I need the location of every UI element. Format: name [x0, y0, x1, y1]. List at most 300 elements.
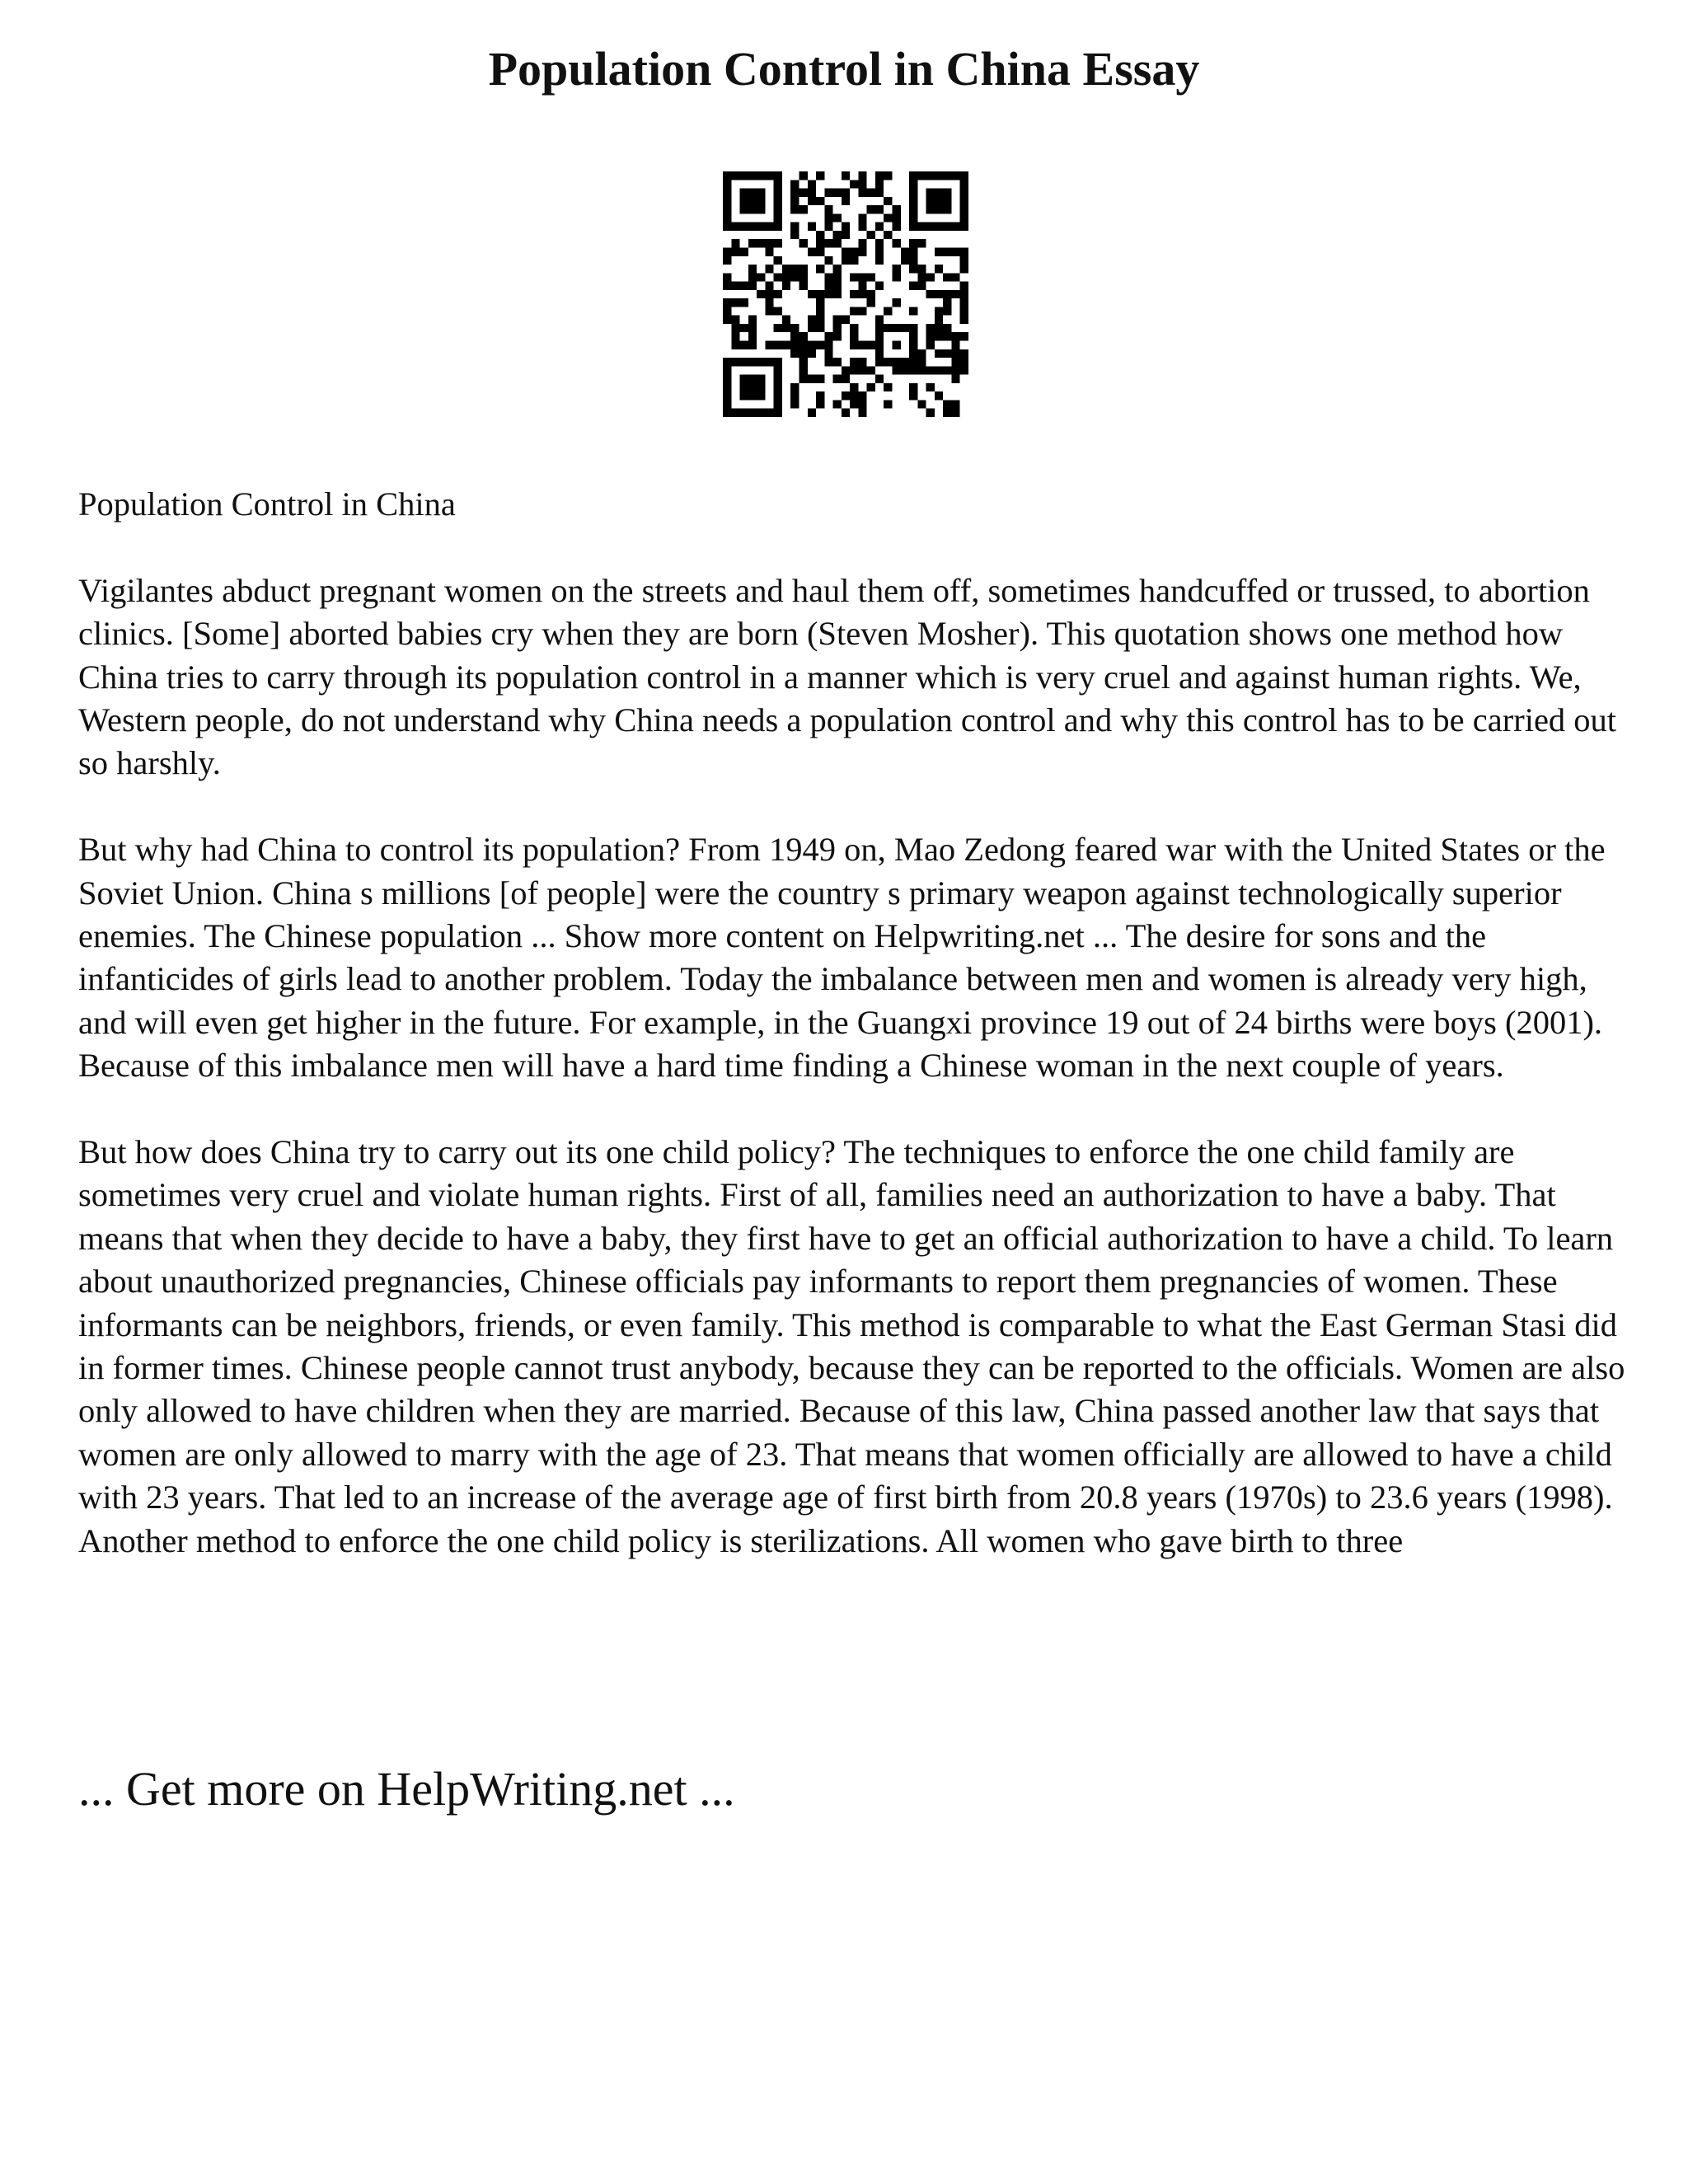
- qr-module: [935, 366, 943, 374]
- qr-module: [909, 349, 917, 358]
- qr-module: [917, 358, 926, 366]
- qr-module: [943, 400, 951, 408]
- qr-module: [943, 366, 951, 374]
- qr-module: [833, 213, 842, 222]
- qr-module: [909, 324, 917, 332]
- qr-module: [824, 358, 832, 366]
- qr-module: [909, 341, 917, 349]
- qr-module: [723, 298, 731, 307]
- qr-module: [757, 171, 765, 180]
- qr-module: [875, 375, 884, 383]
- qr-module: [935, 223, 943, 231]
- qr-module: [858, 282, 866, 290]
- qr-module: [808, 223, 816, 231]
- qr-module: [926, 290, 935, 298]
- qr-module: [824, 290, 832, 298]
- qr-module: [816, 197, 824, 205]
- qr-module: [935, 316, 943, 324]
- qr-module: [909, 197, 917, 205]
- qr-module: [858, 307, 866, 315]
- qr-module: [867, 366, 875, 374]
- qr-module: [824, 213, 832, 222]
- qr-module: [960, 316, 968, 324]
- qr-module: [842, 409, 850, 417]
- qr-module: [833, 400, 842, 408]
- qr-module: [816, 265, 824, 273]
- qr-module: [917, 273, 926, 281]
- qr-module: [951, 375, 959, 383]
- qr-module: [740, 375, 748, 383]
- qr-module: [748, 324, 757, 332]
- qr-module: [774, 375, 782, 383]
- qr-module: [816, 375, 824, 383]
- qr-module: [740, 247, 748, 255]
- qr-module: [842, 375, 850, 383]
- qr-module: [909, 171, 917, 180]
- qr-module: [774, 180, 782, 188]
- qr-module: [799, 349, 807, 358]
- qr-module: [816, 239, 824, 247]
- qr-module: [774, 409, 782, 417]
- qr-module: [790, 189, 799, 197]
- qr-module: [935, 205, 943, 213]
- qr-module: [816, 391, 824, 400]
- qr-module: [765, 307, 773, 315]
- qr-module: [917, 366, 926, 374]
- qr-module: [790, 265, 799, 273]
- qr-module: [842, 223, 850, 231]
- qr-module: [723, 282, 731, 290]
- qr-module: [765, 247, 773, 255]
- qr-module: [808, 409, 816, 417]
- qr-module: [960, 213, 968, 222]
- essay-paragraph-3: But how does China try to carry out its one child policy? The techniques to enforce the one child family are sometimes very cruel and violate human rights. First of all, families need an authorization to have a baby. That means that when they decide to have a baby, they first have to get an official authorization to have a child. To learn about unauthorized pregnancies, Chinese officials pay informants to report them pregnancies of women. These informants can be neighbors, friends, or even family. This method is comparable to what the East German Stasi did in former times. Chinese people cannot trust anybody, because they can be reported to the officials. Women are also only allowed to have children when they are married. Because of this law, China passed another law that says that women are only allowed to marry with the age of 23. That means that women officially are allowed to have a child with 23 years. That led to an increase of the average age of first birth from 20.8 years (1970s) to 23.6 years (1998). Another method to enforce the one child policy is sterilizations. All women who gave birth to three: [78, 1133, 1625, 1559]
- qr-module: [960, 332, 968, 340]
- qr-module: [858, 189, 866, 197]
- qr-module: [951, 366, 959, 374]
- qr-module: [875, 358, 884, 366]
- qr-module: [799, 332, 807, 340]
- qr-module: [833, 282, 842, 290]
- qr-module: [757, 290, 765, 298]
- qr-module: [960, 265, 968, 273]
- qr-module: [723, 256, 731, 265]
- qr-module: [808, 341, 816, 349]
- qr-module: [790, 383, 799, 391]
- qr-module: [723, 213, 731, 222]
- qr-module: [833, 375, 842, 383]
- qr-module: [765, 239, 773, 247]
- qr-module: [926, 366, 935, 374]
- qr-module: [824, 205, 832, 213]
- qr-module: [943, 273, 951, 281]
- qr-module: [909, 265, 917, 273]
- qr-module: [901, 358, 909, 366]
- qr-module: [790, 391, 799, 400]
- qr-module: [774, 189, 782, 197]
- qr-module: [850, 247, 858, 255]
- qr-module: [951, 349, 959, 358]
- qr-module: [951, 273, 959, 281]
- qr-module: [723, 400, 731, 408]
- qr-module: [757, 273, 765, 281]
- qr-module: [740, 298, 748, 307]
- qr-module: [790, 223, 799, 231]
- qr-module: [858, 213, 866, 222]
- qr-module: [909, 213, 917, 222]
- qr-module: [893, 366, 901, 374]
- qr-module: [740, 341, 748, 349]
- qr-module: [833, 231, 842, 239]
- essay-subheading: Population Control in China: [78, 485, 456, 523]
- qr-module: [748, 265, 757, 273]
- qr-module: [740, 391, 748, 400]
- qr-module: [723, 273, 731, 281]
- qr-module: [867, 189, 875, 197]
- qr-module: [909, 366, 917, 374]
- qr-module: [833, 189, 842, 197]
- qr-module: [790, 205, 799, 213]
- qr-module: [799, 282, 807, 290]
- qr-module: [884, 197, 892, 205]
- qr-module: [774, 307, 782, 315]
- qr-module: [893, 265, 901, 273]
- qr-module: [824, 349, 832, 358]
- qr-module: [723, 409, 731, 417]
- qr-module: [774, 205, 782, 213]
- qr-module: [774, 273, 782, 281]
- qr-module: [808, 290, 816, 298]
- qr-module: [850, 273, 858, 281]
- qr-module: [782, 324, 790, 332]
- qr-module: [926, 409, 935, 417]
- qr-module: [790, 231, 799, 239]
- qr-module: [909, 247, 917, 255]
- qr-module: [858, 180, 866, 188]
- qr-module: [731, 341, 739, 349]
- qr-module: [943, 307, 951, 315]
- qr-module: [782, 341, 790, 349]
- qr-module: [799, 366, 807, 374]
- qr-module: [808, 324, 816, 332]
- qr-module: [926, 383, 935, 391]
- qr-module: [858, 366, 866, 374]
- qr-module: [824, 273, 832, 281]
- qr-module: [808, 375, 816, 383]
- qr-module: [748, 171, 757, 180]
- page-title: Population Control in China Essay: [488, 42, 1200, 96]
- qr-module: [740, 197, 748, 205]
- qr-module: [824, 341, 832, 349]
- qr-module: [723, 223, 731, 231]
- qr-module: [816, 171, 824, 180]
- qr-module: [774, 239, 782, 247]
- qr-module: [808, 197, 816, 205]
- qr-module: [893, 358, 901, 366]
- qr-module: [858, 400, 866, 408]
- qr-module: [884, 358, 892, 366]
- qr-module: [842, 231, 850, 239]
- qr-module: [935, 391, 943, 400]
- qr-module: [842, 316, 850, 324]
- qr-module: [917, 282, 926, 290]
- qr-module: [740, 383, 748, 391]
- qr-module: [893, 273, 901, 281]
- qr-module: [893, 298, 901, 307]
- qr-module: [943, 298, 951, 307]
- essay-paragraph-2: But why had China to control its population? From 1949 on, Mao Zedong feared war with the United States or the Soviet Union. China s millions [of people] were the country s primary weapon against technologically superior enemies. The Chinese population ... Show more content on Helpwriting.net ... The desire for sons and the infanticides of girls lead to another problem. Today the imbalance between men and women is already very high, and will even get higher in the future. For example, in the Guangxi province 19 out of 24 births were boys (2001). Because of this imbalance men will have a hard time finding a Chinese woman in the next couple of years.: [78, 831, 1606, 1085]
- qr-module: [816, 290, 824, 298]
- qr-module: [723, 391, 731, 400]
- qr-module: [960, 290, 968, 298]
- qr-module: [808, 247, 816, 255]
- qr-module: [799, 265, 807, 273]
- qr-module: [850, 358, 858, 366]
- qr-module: [951, 247, 959, 255]
- qr-module: [748, 197, 757, 205]
- qr-module: [960, 171, 968, 180]
- qr-module: [875, 205, 884, 213]
- qr-module: [935, 307, 943, 315]
- qr-module: [960, 205, 968, 213]
- qr-module: [723, 375, 731, 383]
- qr-module: [757, 189, 765, 197]
- qr-module: [850, 332, 858, 340]
- qr-module: [799, 375, 807, 383]
- qr-module: [875, 180, 884, 188]
- qr-module: [842, 256, 850, 265]
- qr-module: [748, 189, 757, 197]
- qr-module: [774, 290, 782, 298]
- qr-module: [884, 213, 892, 222]
- qr-module: [909, 282, 917, 290]
- get-more-link[interactable]: ... Get more on HelpWriting.net ...: [78, 1762, 735, 1816]
- qr-module: [926, 324, 935, 332]
- qr-module: [909, 391, 917, 400]
- qr-module: [757, 409, 765, 417]
- qr-module: [731, 409, 739, 417]
- qr-module: [951, 358, 959, 366]
- qr-module: [723, 358, 731, 366]
- qr-module: [740, 223, 748, 231]
- qr-module: [858, 223, 866, 231]
- qr-module: [757, 239, 765, 247]
- qr-module: [740, 189, 748, 197]
- qr-module: [731, 332, 739, 340]
- qr-module: [757, 197, 765, 205]
- qr-module: [774, 366, 782, 374]
- qr-module: [893, 341, 901, 349]
- qr-module: [909, 239, 917, 247]
- qr-module: [833, 358, 842, 366]
- qr-module: [858, 171, 866, 180]
- qr-module: [875, 223, 884, 231]
- qr-module: [799, 341, 807, 349]
- qr-module: [731, 171, 739, 180]
- qr-module: [960, 197, 968, 205]
- qr-module: [757, 375, 765, 383]
- qr-module: [909, 205, 917, 213]
- qr-module: [816, 247, 824, 255]
- qr-module: [858, 290, 866, 298]
- qr-module: [875, 171, 884, 180]
- qr-module: [909, 256, 917, 265]
- qr-module: [943, 324, 951, 332]
- qr-module: [917, 223, 926, 231]
- essay-paragraph-1: Vigilantes abduct pregnant women on the streets and haul them off, sometimes handcuffed or trussed, to abortion clinics. [Some] aborted babies cry when they are born (Steven Mosher). This quotation shows one method how China tries to carry through its population control in a manner which is very cruel and against human rights. We, Western people, do not understand why China needs a population control and why this control has to be carried out so harshly.: [78, 571, 1617, 782]
- qr-module: [808, 349, 816, 358]
- qr-module: [748, 282, 757, 290]
- qr-module: [774, 213, 782, 222]
- qr-module: [909, 223, 917, 231]
- qr-module: [901, 256, 909, 265]
- qr-module: [850, 383, 858, 391]
- qr-module: [723, 247, 731, 255]
- qr-module: [748, 375, 757, 383]
- qr-module: [765, 298, 773, 307]
- qr-module: [757, 358, 765, 366]
- qr-module: [740, 282, 748, 290]
- qr-module: [740, 409, 748, 417]
- qr-module: [765, 290, 773, 298]
- qr-module: [926, 171, 935, 180]
- qr-module: [867, 341, 875, 349]
- qr-module: [757, 391, 765, 400]
- qr-module: [935, 247, 943, 255]
- qr-module: [867, 290, 875, 298]
- qr-module: [799, 273, 807, 281]
- qr-module: [943, 247, 951, 255]
- qr-module: [943, 205, 951, 213]
- qr-module: [774, 383, 782, 391]
- qr-module: [884, 324, 892, 332]
- qr-module: [893, 223, 901, 231]
- qr-module: [765, 265, 773, 273]
- qr-module: [740, 171, 748, 180]
- qr-module: [790, 332, 799, 340]
- qr-module: [943, 197, 951, 205]
- qr-module: [740, 358, 748, 366]
- qr-module: [748, 409, 757, 417]
- qr-module: [790, 197, 799, 205]
- qr-module: [951, 290, 959, 298]
- qr-module: [884, 307, 892, 315]
- qr-module: [774, 171, 782, 180]
- qr-module: [917, 400, 926, 408]
- qr-module: [926, 189, 935, 197]
- qr-module: [816, 316, 824, 324]
- qr-module: [960, 298, 968, 307]
- qr-module: [816, 324, 824, 332]
- qr-module: [943, 349, 951, 358]
- qr-module: [748, 332, 757, 340]
- qr-module: [799, 171, 807, 180]
- qr-module: [850, 366, 858, 374]
- qr-module: [943, 290, 951, 298]
- qr-module: [833, 316, 842, 324]
- qr-module: [774, 324, 782, 332]
- qr-module: [824, 256, 832, 265]
- qr-module: [935, 197, 943, 205]
- qr-module: [943, 332, 951, 340]
- qr-module: [909, 332, 917, 340]
- qr-module: [917, 265, 926, 273]
- qr-module: [850, 324, 858, 332]
- qr-module: [875, 189, 884, 197]
- qr-module: [774, 197, 782, 205]
- qr-module: [748, 358, 757, 366]
- qr-module: [917, 171, 926, 180]
- qr-module: [731, 282, 739, 290]
- qr-module: [808, 189, 816, 197]
- qr-module: [935, 265, 943, 273]
- qr-module: [816, 341, 824, 349]
- qr-module: [850, 391, 858, 400]
- qr-module: [960, 307, 968, 315]
- qr-module: [960, 223, 968, 231]
- qr-module: [960, 358, 968, 366]
- qr-module: [926, 341, 935, 349]
- qr-module: [875, 239, 884, 247]
- qr-module: [790, 180, 799, 188]
- qr-module: [850, 341, 858, 349]
- qr-module: [867, 273, 875, 281]
- qr-module: [850, 400, 858, 408]
- qr-module: [909, 358, 917, 366]
- qr-module: [723, 197, 731, 205]
- qr-module: [893, 205, 901, 213]
- essay-body: [78, 483, 1628, 1606]
- qr-module: [960, 349, 968, 358]
- qr-module: [782, 273, 790, 281]
- qr-module: [935, 189, 943, 197]
- qr-module: [960, 180, 968, 188]
- qr-module: [935, 332, 943, 340]
- qr-code-icon: [723, 171, 968, 417]
- qr-module: [765, 341, 773, 349]
- qr-module: [951, 400, 959, 408]
- qr-module: [943, 171, 951, 180]
- qr-module: [884, 231, 892, 239]
- qr-module: [723, 307, 731, 315]
- qr-module: [875, 247, 884, 255]
- qr-module: [867, 231, 875, 239]
- qr-module: [960, 247, 968, 255]
- qr-module: [790, 324, 799, 332]
- qr-module: [935, 171, 943, 180]
- qr-module: [926, 223, 935, 231]
- qr-module: [875, 324, 884, 332]
- qr-module: [748, 273, 757, 281]
- qr-module: [757, 223, 765, 231]
- qr-module: [824, 332, 832, 340]
- qr-module: [875, 332, 884, 340]
- qr-module: [790, 400, 799, 408]
- qr-module: [748, 391, 757, 400]
- qr-module: [723, 316, 731, 324]
- qr-module: [765, 223, 773, 231]
- qr-module: [833, 290, 842, 298]
- qr-module: [875, 256, 884, 265]
- qr-module: [884, 383, 892, 391]
- qr-module: [909, 307, 917, 315]
- qr-module: [740, 205, 748, 213]
- qr-module: [960, 189, 968, 197]
- qr-module: [774, 391, 782, 400]
- qr-module: [748, 341, 757, 349]
- qr-module: [893, 213, 901, 222]
- qr-module: [824, 239, 832, 247]
